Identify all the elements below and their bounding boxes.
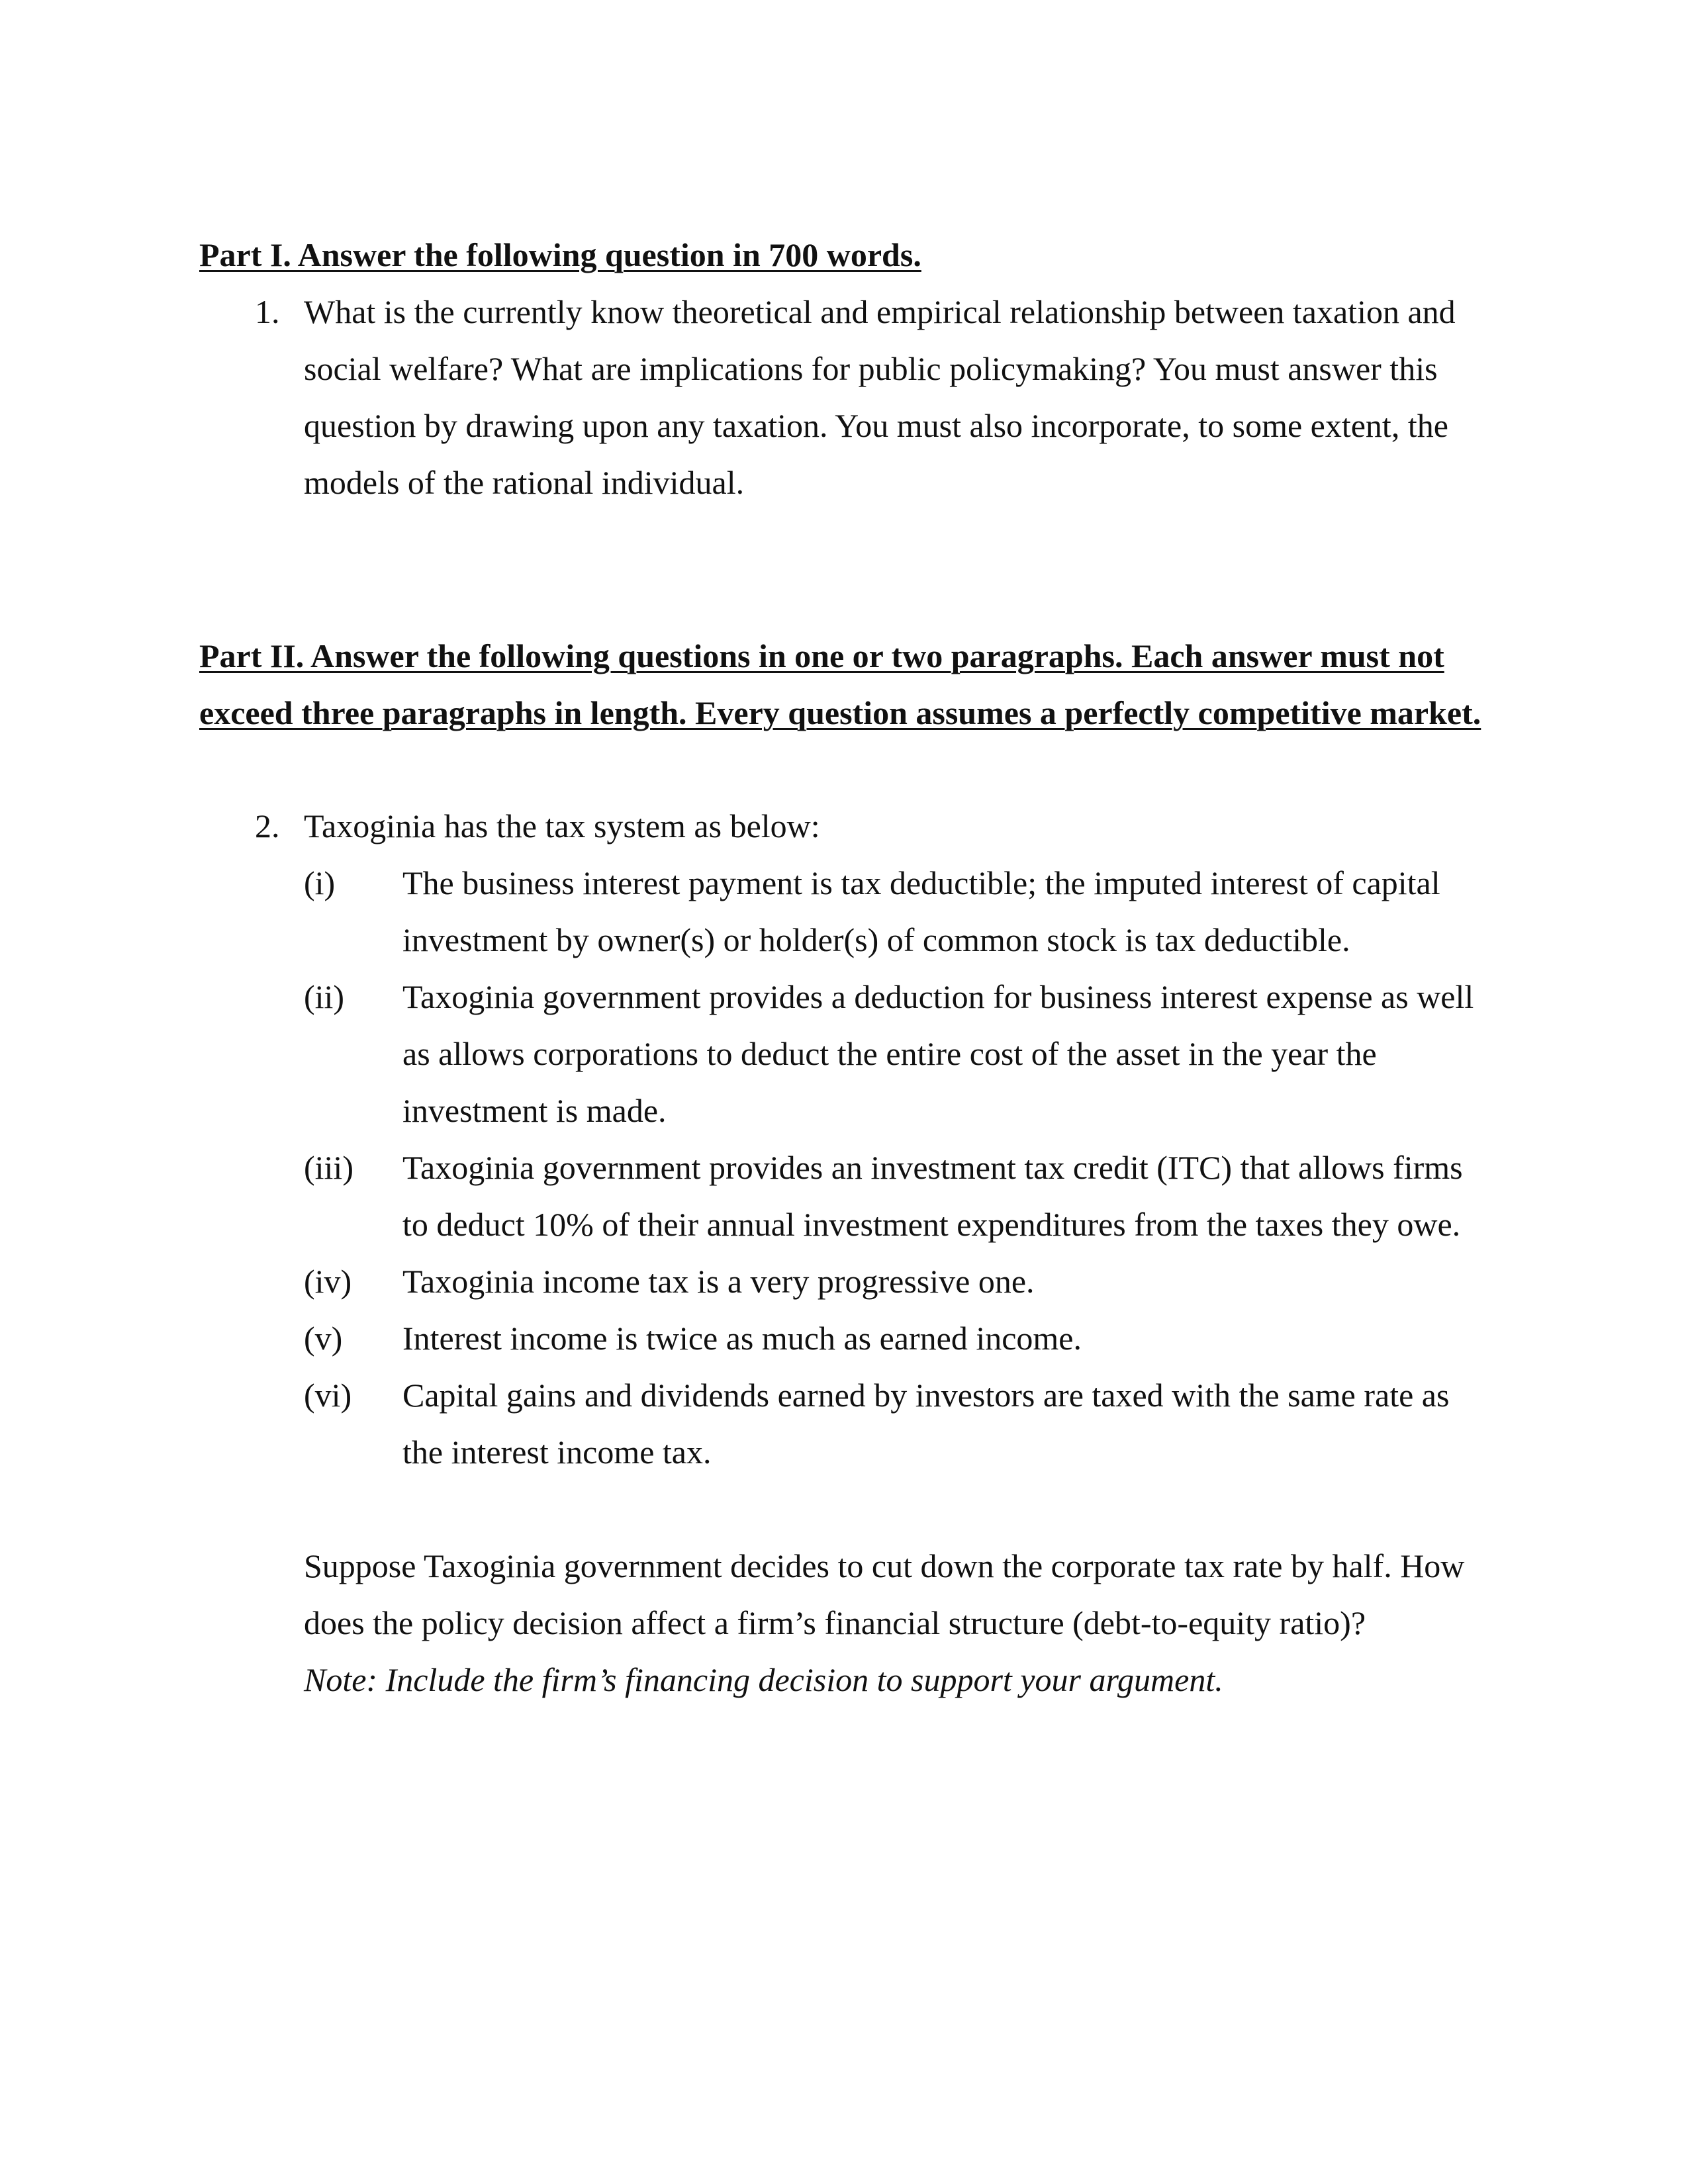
list-item [304, 854, 1474, 968]
text-line: investment is made. [402, 1092, 667, 1129]
list-item-text [402, 854, 1440, 968]
text-line: models of the rational individual. [304, 464, 745, 501]
text-line: Suppose Taxoginia government decides to cut down the corporate tax rate by half. How [304, 1547, 1465, 1584]
list-item-label: (iii) [304, 1149, 353, 1186]
text-line: investment by owner(s) or holder(s) of common stock is tax deductible. [402, 921, 1350, 958]
list-item-label: (v) [304, 1320, 343, 1357]
text-line: What is the currently know theoretical and empirical relationship between taxation and [304, 293, 1456, 330]
question-text [304, 283, 1456, 511]
list-item-label: (iv) [304, 1263, 352, 1300]
part2-heading [199, 627, 1481, 741]
part1-heading: Part I. Answer the following question in 700 words. [199, 236, 921, 273]
text-line: does the policy decision affect a firm’s financial structure (debt-to-equity ratio)? [304, 1604, 1366, 1641]
list-item-text [402, 1367, 1449, 1480]
text-line: Taxoginia government provides a deduction for business interest expense as well [402, 978, 1474, 1015]
text-line: Taxoginia income tax is a very progressive one. [402, 1263, 1035, 1300]
heading-line: Part II. Answer the following questions in one or two paragraphs. Each answer must not [199, 637, 1444, 674]
text-line: The business interest payment is tax deductible; the imputed interest of capital [402, 864, 1440, 901]
list-item [304, 968, 1474, 1139]
question-number: 2. [255, 807, 280, 844]
text-line: to deduct 10% of their annual investment expenditures from the taxes they owe. [402, 1206, 1461, 1243]
text-line: as allows corporations to deduct the entire cost of the asset in the year the [402, 1035, 1377, 1072]
list-item [304, 1253, 1474, 1310]
list-item-text [402, 968, 1474, 1139]
list-item-label: (vi) [304, 1377, 352, 1414]
tax-system-list [304, 854, 1474, 1480]
list-item [304, 1310, 1474, 1367]
question-number: 1. [255, 293, 280, 330]
question-1 [255, 283, 1456, 511]
question-body [304, 797, 1474, 1708]
question-2 [255, 797, 1474, 1708]
list-item-text [402, 1253, 1035, 1310]
text-line: social welfare? What are implications for public policymaking? You must answer this [304, 350, 1438, 387]
text-line: Taxoginia government provides an investment tax credit (ITC) that allows firms [402, 1149, 1463, 1186]
note: Note: Include the firm’s financing decision to support your argument. [304, 1661, 1223, 1698]
list-item [304, 1367, 1474, 1480]
text-line: Interest income is twice as much as earned income. [402, 1320, 1082, 1357]
list-item-text [402, 1139, 1463, 1253]
list-item-text [402, 1310, 1082, 1367]
heading-line: exceed three paragraphs in length. Every question assumes a perfectly competitive market. [199, 694, 1481, 731]
question-intro: Taxoginia has the tax system as below: [304, 807, 820, 844]
list-item-label: (i) [304, 864, 336, 901]
text-line: question by drawing upon any taxation. You must also incorporate, to some extent, the [304, 407, 1448, 444]
text-line: the interest income tax. [402, 1433, 712, 1471]
list-item-label: (ii) [304, 978, 345, 1015]
text-line: Capital gains and dividends earned by investors are taxed with the same rate as [402, 1377, 1450, 1414]
list-item [304, 1139, 1474, 1253]
